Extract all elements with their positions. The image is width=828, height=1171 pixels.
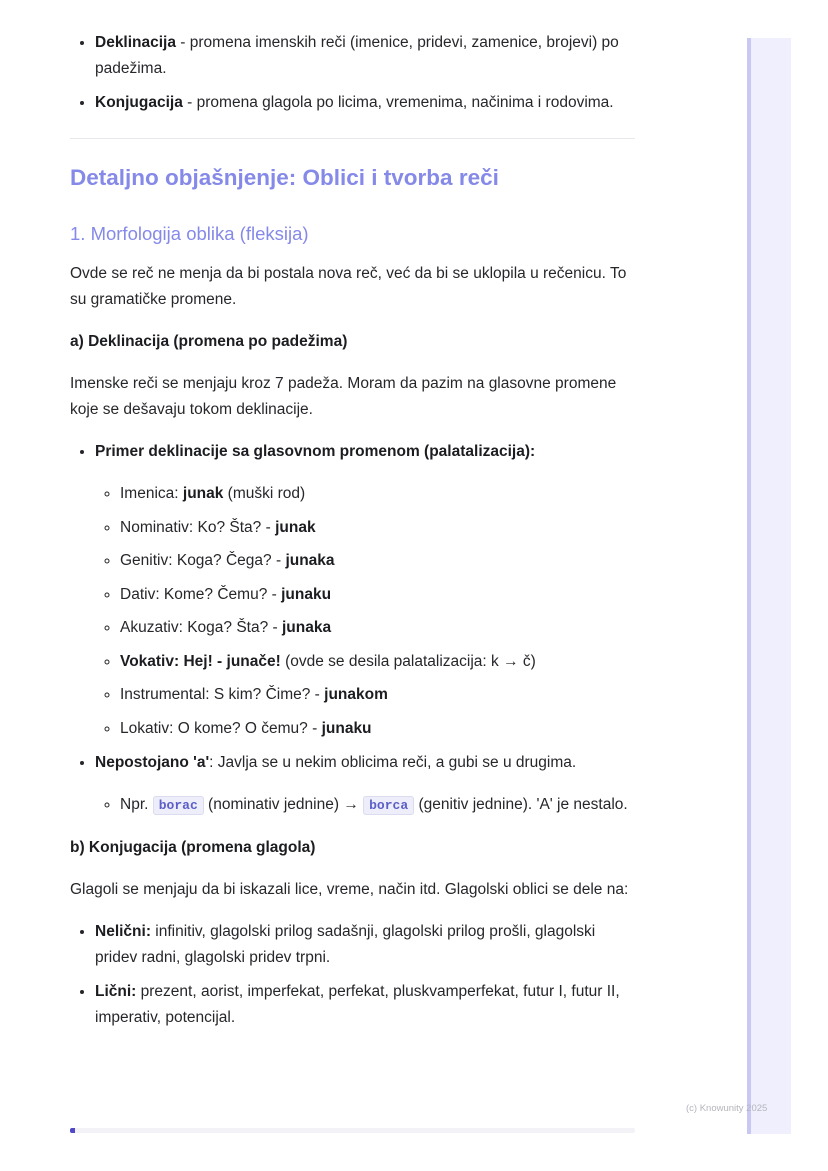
case-item <box>120 649 635 675</box>
case-form: junaka <box>285 552 335 569</box>
subsection-intro: Ovde se reč ne menja da bi postala nova reč, već da bi se uklopila u rečenicu. To su gramatičke promene. <box>70 265 627 308</box>
declension-list <box>70 439 635 819</box>
case-form: junak <box>275 518 316 536</box>
definition: : Javlja se u nekim oblicima reči, a gubi se u drugima. <box>209 753 577 771</box>
scrollbar-track[interactable] <box>747 38 791 1134</box>
case-item <box>120 682 635 708</box>
term: Nepostojano 'a' <box>95 753 210 771</box>
case-form: Vokativ: Hej! - junače! <box>120 652 281 670</box>
list-item <box>95 30 635 82</box>
case-form: junakom <box>324 686 388 703</box>
case-form: junaka <box>281 619 332 636</box>
divider <box>70 138 635 139</box>
case-form: junaku <box>281 585 332 603</box>
case-item <box>120 515 635 541</box>
reading-progress-bar <box>70 1128 635 1133</box>
example-suffix: (genitiv jednine). 'A' je nestalo. <box>414 795 628 813</box>
code-borac: borac <box>153 796 204 815</box>
subsection-title: 1. Morfologija oblika (fleksija) <box>70 223 309 244</box>
example-prefix: Npr. <box>120 795 153 813</box>
definition: - promena glagola po licima, vremenima, načinima i rodovima. <box>182 94 614 111</box>
example-item <box>120 792 635 819</box>
list-item <box>95 439 635 742</box>
case-item <box>120 481 635 507</box>
case-label: Nominativ: Ko? Šta? - <box>120 518 276 536</box>
case-label: Akuzativ: Koga? Šta? - <box>120 619 282 636</box>
case-label: Lokativ: O kome? O čemu? - <box>120 719 322 737</box>
verb-forms-list <box>70 919 635 1031</box>
case-list <box>95 481 635 742</box>
case-note: (muški rod) <box>223 485 306 502</box>
case-form: junaku <box>321 719 372 737</box>
term: Nelični: <box>95 922 151 940</box>
case-item <box>120 582 635 608</box>
part-b-heading: b) Konjugacija (promena glagola) <box>70 838 316 856</box>
definition: infinitiv, glagolski prilog sadašnji, glagolski prilog prošli, glagolski pridev radni, glagolski pridev trpni. <box>95 922 596 966</box>
case-item <box>120 716 635 742</box>
section-title: Detaljno objašnjenje: Oblici i tvorba reči <box>70 165 499 190</box>
part-a-intro: Imenske reči se menjaju kroz 7 padeža. Moram da pazim na glasovne promene koje se dešavaju tokom deklinacije. <box>70 375 617 418</box>
case-label: Instrumental: S kim? Čime? - <box>120 686 325 703</box>
case-note: (ovde se desila palatalizacija: k → č) <box>280 652 536 670</box>
term: Lični: <box>95 982 137 1000</box>
copyright-footer: (c) Knowunity 2025 <box>686 1103 768 1114</box>
case-item <box>120 615 635 641</box>
list-item <box>95 979 635 1031</box>
part-b-intro: Glagoli se menjaju da bi iskazali lice, vreme, način itd. Glagolski oblici se dele na: <box>70 880 629 898</box>
part-a-heading: a) Deklinacija (promena po padežima) <box>70 333 348 350</box>
list-item <box>95 919 635 971</box>
definition: - promena imenskih reči (imenice, pridevi, zamenice, brojevi) po padežima. <box>95 34 619 77</box>
case-item <box>120 548 635 574</box>
case-label: Dativ: Kome? Čemu? - <box>120 585 282 603</box>
list-item <box>95 90 635 116</box>
intro-list <box>70 30 635 116</box>
example-middle: (nominativ jednine) → <box>203 795 364 813</box>
scrollbar-thumb[interactable] <box>747 38 751 1134</box>
definition: prezent, aorist, imperfekat, perfekat, pluskvamperfekat, futur I, futur II, imperativ, potencijal. <box>95 982 620 1026</box>
example-list <box>95 792 635 819</box>
progress-fill <box>70 1128 75 1133</box>
term: Deklinacija <box>95 34 176 51</box>
case-form: junak <box>182 485 224 502</box>
case-label: Genitiv: Koga? Čega? - <box>120 552 286 569</box>
case-label: Imenica: <box>120 485 183 502</box>
code-borca: borca <box>363 796 414 815</box>
document-page <box>70 30 635 1039</box>
list-item <box>95 750 635 819</box>
term: Konjugacija <box>95 94 183 111</box>
example-title: Primer deklinacije sa glasovnom promenom (palatalizacija): <box>95 443 536 460</box>
